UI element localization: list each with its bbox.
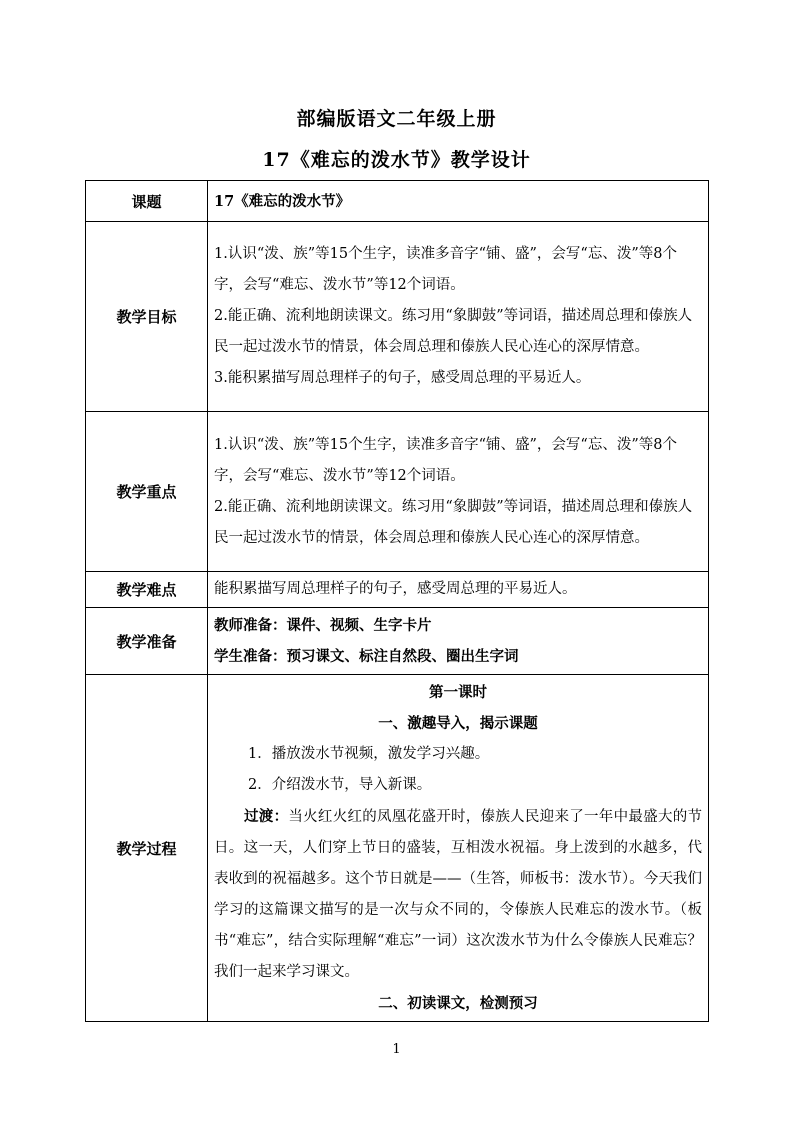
table-row-key-points [86, 412, 709, 572]
row-value-process [208, 675, 709, 1022]
goal-item: 2.能正确、流利地朗读课文。练习用“象脚鼓”等词语，描述周总理和傣族人民一起过泼水节的情景，体会周总理和傣族人民心连心的深厚情意。 [214, 308, 693, 355]
section-title: 二、初读课文，检测预习 [378, 995, 538, 1012]
process-step: 2．介绍泼水节，导入新课。 [248, 777, 432, 793]
difficulty-text: 能积累描写周总理样子的句子，感受周总理的平易近人。 [214, 581, 577, 597]
section-title: 一、激趣导入，揭示课题 [378, 715, 538, 732]
teacher-preparation: 教师准备：课件、视频、生字卡片 [214, 617, 432, 634]
key-point-item: 1.认识“泼、族”等15个生字，读准多音字“铺、盛”，会写“忘、泼”等8个字，会写“难忘、泼水节”等12个词语。 [214, 436, 677, 484]
transition-label: 过渡： [244, 808, 289, 825]
page-number: 1 [392, 1042, 401, 1057]
lesson-plan-table [85, 180, 709, 1022]
table-row-difficulty [86, 572, 709, 608]
row-value-difficulty [208, 572, 709, 608]
row-label-difficulty: 教学难点 [86, 572, 208, 608]
row-label-process: 教学过程 [86, 675, 208, 1022]
document-subtitle: 17《难忘的泼水节》教学设计 [262, 149, 531, 171]
row-value-goals [208, 222, 709, 412]
row-value-key-points [208, 412, 709, 572]
row-value-topic [208, 181, 709, 222]
topic-text: 17《难忘的泼水节》 [214, 192, 351, 210]
student-preparation: 学生准备：预习课文、标注自然段、圈出生字词 [214, 648, 519, 665]
row-label-key-points: 教学重点 [86, 412, 208, 572]
document-title: 部编版语文二年级上册 [296, 108, 497, 130]
table-row-process [86, 675, 709, 1022]
row-label-goals: 教学目标 [86, 222, 208, 412]
lesson-title: 第一课时 [429, 684, 487, 701]
key-point-item: 2.能正确、流利地朗读课文。练习用“象脚鼓”等词语，描述周总理和傣族人民一起过泼水节的情景，体会周总理和傣族人民心连心的深厚情意。 [214, 498, 693, 546]
goal-item: 1.认识“泼、族”等15个生字，读准多音字“铺、盛”，会写“忘、泼”等8个字，会写“难忘、泼水节”等12个词语。 [214, 246, 677, 293]
table-row-preparation [86, 608, 709, 675]
row-label-preparation: 教学准备 [86, 608, 208, 675]
goal-item: 3.能积累描写周总理样子的句子，感受周总理的平易近人。 [214, 370, 591, 386]
table-row-topic [86, 181, 709, 222]
process-step: 1．播放泼水节视频，激发学习兴趣。 [248, 746, 490, 762]
row-label-topic: 课题 [86, 181, 208, 222]
transition-paragraph [214, 801, 702, 988]
row-value-preparation [208, 608, 709, 675]
table-row-goals [86, 222, 709, 412]
transition-text: 当火红火红的凤凰花盛开时，傣族人民迎来了一年中最盛大的节日。这一天，人们穿上节日的盛装，互相泼水祝福。身上泼到的水越多，代表收到的祝福越多。这个节日就是——（生答，师板书：泼水节）。今天我们学习的这篇课文描写的是一次与众不同的，令傣族人民难忘的泼水节。（板书“难忘”，结合实际理解“难忘”一词）这次泼水节为什么令傣族人民难忘？我们一起来学习课文。 [214, 809, 703, 980]
